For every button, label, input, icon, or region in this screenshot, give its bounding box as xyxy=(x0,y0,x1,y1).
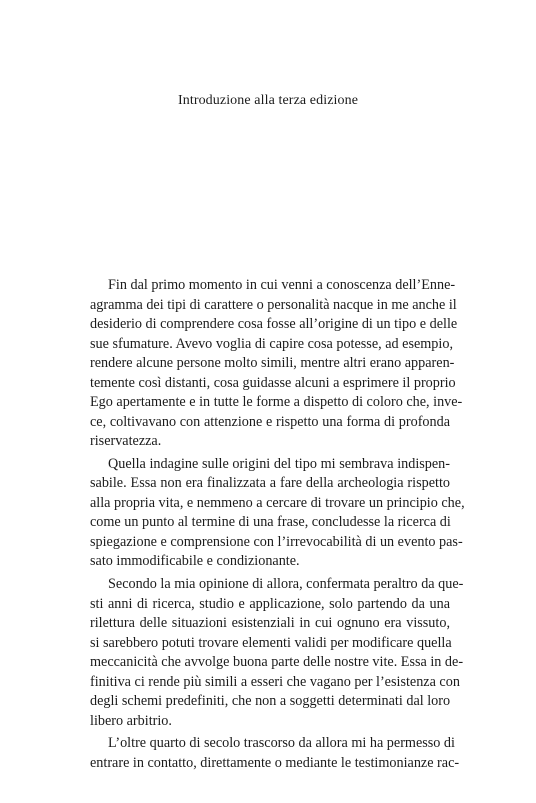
text-line: rendere alcune persone molto simili, mentre altri erano apparen- xyxy=(90,355,455,371)
text-line: spiegazione e comprensione con l’irrevocabilità di un evento pas- xyxy=(90,533,463,550)
text-line: entrare in contatto, direttamente o mediante le testimonianze rac- xyxy=(90,754,460,771)
text-line: Ego apertamente e in tutte le forme a dispetto di coloro che, inve- xyxy=(90,394,463,410)
text-line: desiderio di comprendere cosa fosse all’origine di un tipo e delle xyxy=(90,316,458,332)
text-line: ce, coltivavano con attenzione e rispetto una forma di profonda xyxy=(90,413,450,430)
text-line: libero arbitrio. xyxy=(90,712,172,729)
paragraph-3 xyxy=(90,575,464,731)
paragraph-4 xyxy=(90,734,460,773)
text-line: L’oltre quarto di secolo trascorso da allora mi ha permesso di xyxy=(108,735,455,752)
text-line: come un punto al termine di una frase, concludesse la ricerca di xyxy=(90,514,451,531)
text-line: rilettura delle situazioni esistenziali in cui ognuno era vissuto, xyxy=(90,615,450,632)
text-line: degli schemi predefiniti, che non a soggetti determinati dal loro xyxy=(90,693,451,710)
text-line: Fin dal primo momento in cui venni a conoscenza dell’Enne- xyxy=(108,277,456,293)
text-line: meccanicità che avvolge buona parte delle nostre vite. Essa in de- xyxy=(90,654,464,671)
text-line: alla propria vita, e nemmeno a cercare di trovare un principio che, xyxy=(90,494,465,511)
text-line: riservatezza. xyxy=(90,433,162,449)
text-line: agramma dei tipi di carattere o personalità nacque in me anche il xyxy=(90,296,457,313)
text-line: finitiva ci rende più simili a esseri che vagano per l’esistenza con xyxy=(90,673,460,690)
text-line: sato immodificabile e condizionante. xyxy=(90,553,300,570)
text-line: si sarebbero potuti trovare elementi validi per modificare quella xyxy=(90,634,452,651)
paragraph-2 xyxy=(90,455,465,572)
text-line: Secondo la mia opinione di allora, confermata peraltro da que- xyxy=(108,576,464,593)
text-line: sti anni di ricerca, studio e applicazione, solo partendo da una xyxy=(90,595,450,612)
text-line: Quella indagine sulle origini del tipo mi sembrava indispen- xyxy=(108,455,450,472)
page-heading: Introduzione alla terza edizione xyxy=(177,93,359,108)
text-line: sue sfumature. Avevo voglia di capire cosa potesse, ad esempio, xyxy=(90,335,453,352)
text-line: sabile. Essa non era finalizzata a fare della archeologia rispetto xyxy=(90,475,450,492)
text-line: temente così distanti, cosa guidasse alcuni a esprimere il proprio xyxy=(90,374,456,391)
body-text xyxy=(90,276,465,777)
paragraph-1 xyxy=(90,276,463,452)
